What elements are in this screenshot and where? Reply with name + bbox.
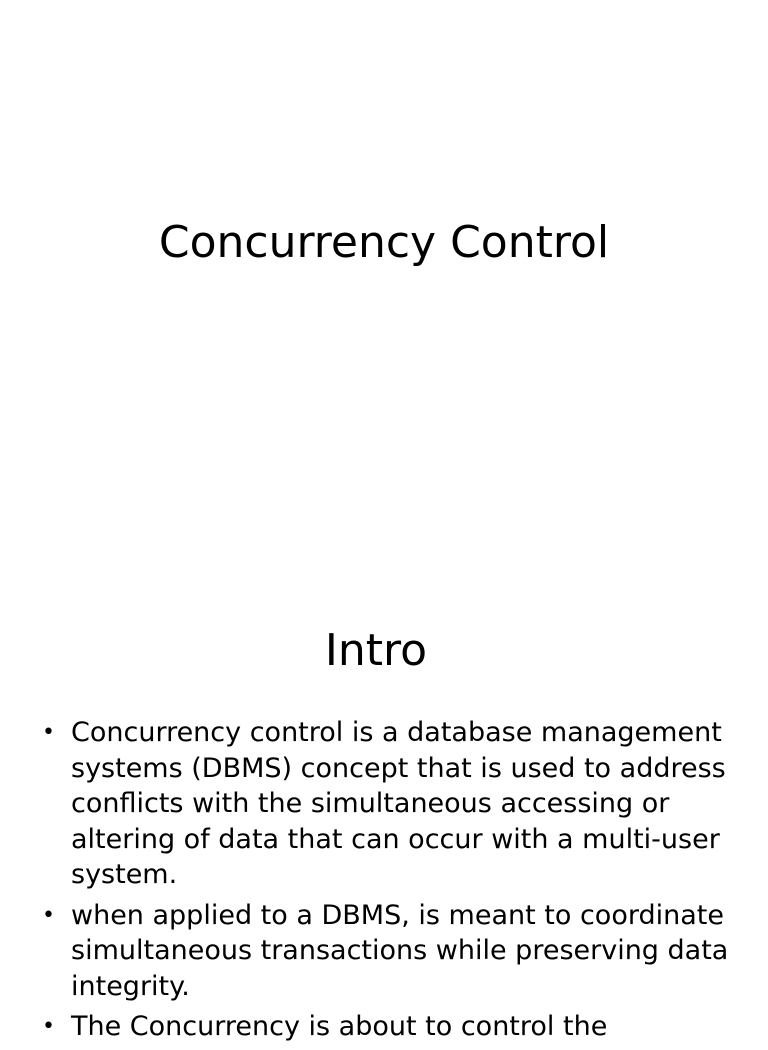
bullet-item xyxy=(40,898,730,1005)
slide-intro-heading: Intro xyxy=(324,625,428,676)
bullet-dot-icon: • xyxy=(42,902,55,928)
bullet-dot-icon: • xyxy=(42,720,55,745)
bullet-text: Concurrency control is a database management systems (DBMS) concept that is used to address conflicts with the simultaneous accessing or altering of data that can occur with a multi-user system. xyxy=(71,717,726,890)
bullet-list xyxy=(40,715,730,1050)
bullet-item xyxy=(40,715,730,893)
bullet-text: The Concurrency is about to control the xyxy=(71,1011,608,1042)
bullet-text: when applied to a DBMS, is meant to coordinate simultaneous transactions while preserving data integrity. xyxy=(71,899,729,1002)
slide-title-heading: Concurrency Control xyxy=(158,217,610,268)
bullet-dot-icon: • xyxy=(42,1014,55,1039)
slide-intro xyxy=(0,576,768,1042)
bullet-item xyxy=(40,1009,730,1045)
